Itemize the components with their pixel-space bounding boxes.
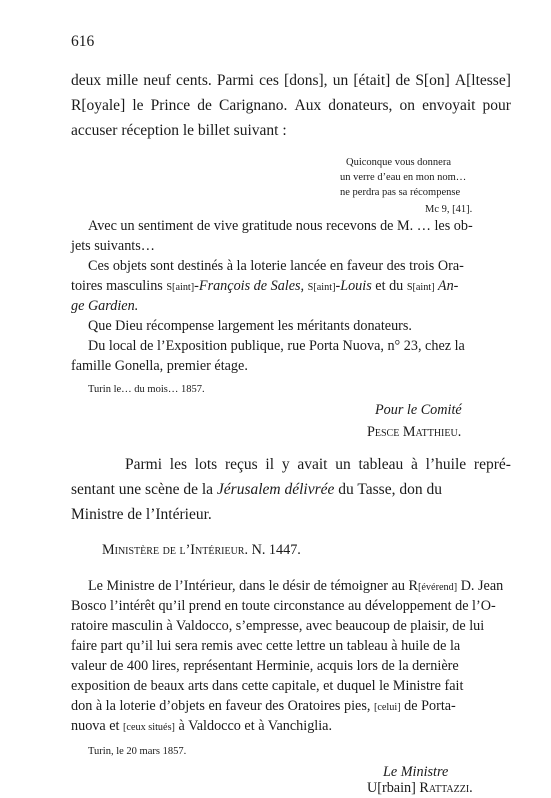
ticket-line-3: Ces objets sont destinés à la loterie lancée en faveur des trois Ora- xyxy=(88,258,464,274)
word: tableau xyxy=(358,456,404,473)
word: Parmi xyxy=(125,456,163,473)
word: Parmi xyxy=(216,72,254,89)
saint-louis: -Louis xyxy=(335,278,372,294)
letter-line-7-b: de Porta- xyxy=(400,698,456,714)
signature-first-name: U[rbain] xyxy=(367,780,416,796)
word: reçus xyxy=(224,456,258,473)
word: avait xyxy=(297,456,328,473)
word: l’huile xyxy=(425,456,467,473)
word: envoyait xyxy=(422,97,476,114)
word: on xyxy=(399,97,416,114)
letter-line-7-a: don à la loterie d’objets en faveur des Oratoires pies, xyxy=(71,698,374,714)
epigraph-line-2: un verre d’eau en mon nom… xyxy=(340,172,467,183)
epigraph-line-1: Quiconque vous donnera xyxy=(346,157,451,168)
opening-line-3: accuser réception le billet suivant : xyxy=(71,122,287,139)
word: Carignano. xyxy=(218,97,288,114)
letter-line-1-a: Le Ministre de l’Intérieur, dans le désir de témoigner au R xyxy=(88,578,418,594)
letter-line-6: exposition de beaux arts dans cette capitale, et duquel le Ministre fait xyxy=(71,678,464,694)
ministry-heading xyxy=(102,540,301,560)
letter-line-1-b: D. Jean xyxy=(457,578,504,594)
page-number: 616 xyxy=(71,33,95,50)
opening-line-2 xyxy=(71,96,511,116)
letter-dateline: Turin, le 20 mars 1857. xyxy=(88,746,187,757)
word: A[ltesse] xyxy=(454,72,511,89)
word: neuf xyxy=(143,72,171,89)
letter-closing: Le Ministre xyxy=(383,764,449,780)
word: à xyxy=(411,456,418,473)
ticket-line-8: famille Gonella, premier étage. xyxy=(71,358,248,374)
epigraph-reference: Mc 9, [41]. xyxy=(425,204,473,215)
ticket-line-2: jets suivants… xyxy=(71,238,155,254)
opening-line-1 xyxy=(71,71,511,91)
word: pour xyxy=(482,97,511,114)
word: lots xyxy=(194,456,218,473)
ticket-line-4-d: et du xyxy=(371,278,407,294)
saint-abbrev-3: S[aint] xyxy=(406,282,435,293)
letter-line-3: ratoire masculin à Valdocco, s’empresse, avec beaucoup de plaisir, de lui xyxy=(71,618,485,634)
word: un xyxy=(332,72,349,89)
word: de xyxy=(197,97,212,114)
word: les xyxy=(169,456,188,473)
word: cents. xyxy=(176,72,212,89)
lots-line-2-a: sentant une scène de la xyxy=(71,481,217,498)
word: y xyxy=(281,456,290,473)
letter-line-8 xyxy=(71,716,332,738)
celui-abbrev: [celui] xyxy=(373,702,401,713)
ticket-line-4-a: toires masculins xyxy=(71,278,167,294)
letter-line-7 xyxy=(71,696,456,718)
letter-line-8-a: nuova et xyxy=(71,718,124,734)
word: le xyxy=(132,97,144,114)
ange-gardien-start: An- xyxy=(434,278,459,294)
ticket-signature: Pesce Matthieu. xyxy=(367,424,462,440)
letter-line-5: valeur de 400 lires, représentant Herminie, acquis lors de la dernière xyxy=(71,658,459,674)
word: S[on] xyxy=(415,72,450,89)
letter-line-1 xyxy=(88,576,503,598)
letter-signature xyxy=(367,778,473,798)
letter-line-2: Bosco l’intérêt qu’il prend en toute circonstance au développement de l’O- xyxy=(71,598,496,614)
letter-line-8-b: à Valdocco et à Vanchiglia. xyxy=(174,718,333,734)
ticket-line-7: Du local de l’Exposition publique, rue Porta Nuova, n° 23, chez la xyxy=(88,338,465,354)
lots-line-2-b: du Tasse, don du xyxy=(334,481,442,498)
word: Prince xyxy=(150,97,191,114)
ticket-line-1: Avec un sentiment de vive gratitude nous recevons de M. … les ob- xyxy=(88,218,473,234)
word: mille xyxy=(106,72,139,89)
lots-line-2 xyxy=(71,480,442,500)
letter-line-4: faire part qu’il lui sera remis avec cette lettre un tableau à huile de la xyxy=(71,638,461,654)
word: il xyxy=(265,456,275,473)
lots-line-3: Ministre de l’Intérieur. xyxy=(71,506,212,523)
word: donateurs, xyxy=(328,97,393,114)
saint-francois: -François de Sales, xyxy=(194,278,308,294)
reverend-abbrev: [évérend] xyxy=(417,582,458,593)
ticket-line-6: Que Dieu récompense largement les méritants donateurs. xyxy=(88,318,412,334)
ticket-line-5: ge Gardien. xyxy=(71,298,139,314)
signature-last-name: Rattazzi. xyxy=(419,780,473,796)
word: ces xyxy=(259,72,279,89)
word: repré- xyxy=(473,456,511,473)
ministry-name: Ministère de l’Intérieur. xyxy=(102,542,249,558)
word: deux xyxy=(71,72,102,89)
saint-abbrev-2: S[aint] xyxy=(307,282,336,293)
saint-abbrev-1: S[aint] xyxy=(166,282,195,293)
book-title: Jérusalem délivrée xyxy=(216,481,335,498)
word: de xyxy=(395,72,411,89)
ticket-dateline: Turin le… du mois… 1857. xyxy=(88,384,205,395)
ministry-number: N. 1447. xyxy=(251,542,301,558)
word: [était] xyxy=(353,72,391,89)
ceux-situes-abbrev: [ceux situés] xyxy=(123,722,175,733)
ticket-line-4 xyxy=(71,276,458,298)
ticket-closing: Pour le Comité xyxy=(375,402,462,418)
word: R[oyale] xyxy=(71,97,126,114)
lots-line-1 xyxy=(125,455,511,475)
word: [dons], xyxy=(284,72,328,89)
word: Aux xyxy=(294,97,322,114)
word: un xyxy=(335,456,351,473)
epigraph-line-3: ne perdra pas sa récompense xyxy=(340,187,461,198)
